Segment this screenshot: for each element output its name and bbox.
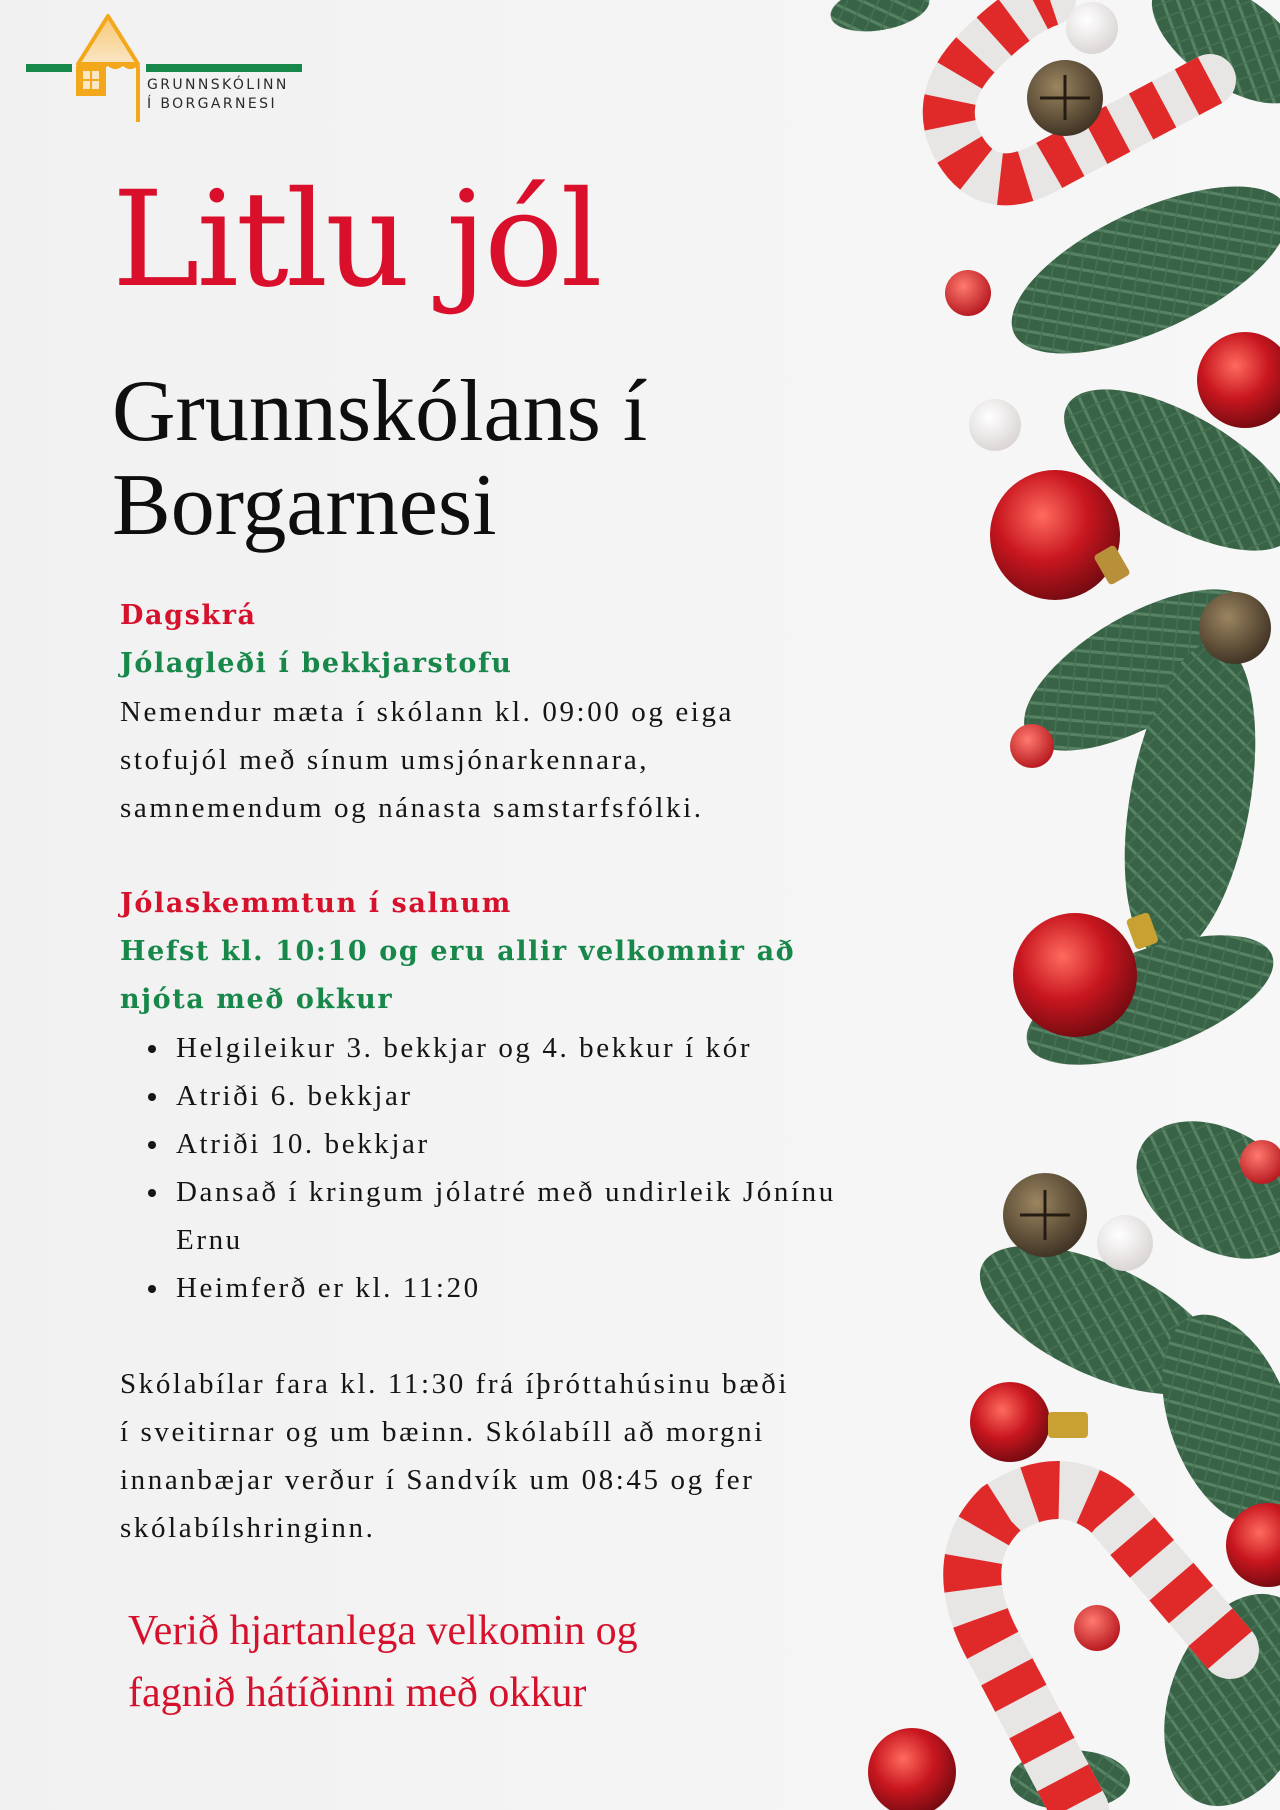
page-subtitle xyxy=(112,365,647,553)
list-item: Helgileikur 3. bekkjar og 4. bekkur í kór xyxy=(176,1024,960,1072)
school-logo xyxy=(26,14,306,124)
ornament xyxy=(970,1382,1050,1462)
page-title: Litlu jól xyxy=(112,163,600,317)
bus-info-line: innanbæjar verður í Sandvík um 08:45 og fer xyxy=(120,1464,755,1496)
section2-subtitle-line-2: njóta með okkur xyxy=(120,984,394,1015)
ornament xyxy=(1197,332,1280,428)
subtitle-line-1: Grunnskólans í xyxy=(112,363,648,460)
program-heading: Dagskrá xyxy=(120,600,257,631)
section1-line: Nemendur mæta í skólann kl. 09:00 og eiga xyxy=(120,696,735,728)
ornament xyxy=(990,470,1120,600)
closing-line-1: Verið hjartanlega velkomin og xyxy=(128,1608,638,1654)
list-item: Dansað í kringum jólatré með undirleik Jónínu Ernu xyxy=(176,1168,896,1264)
section1-title: Jólagleði í bekkjarstofu xyxy=(120,648,513,679)
closing-line-2: fagnið hátíðinni með okkur xyxy=(128,1670,587,1716)
list-item: Atriði 10. bekkjar xyxy=(176,1120,960,1168)
list-item: Atriði 6. bekkjar xyxy=(176,1072,960,1120)
berry xyxy=(1010,724,1054,768)
ornament xyxy=(868,1728,956,1810)
list-item: Heimferð er kl. 11:20 xyxy=(176,1264,960,1312)
section2-subtitle-line-1: Hefst kl. 10:10 og eru allir velkomnir að xyxy=(120,936,796,967)
logo-line-1: GRUNNSKÓLINN xyxy=(147,77,289,93)
section1-line: samnemendum og nánasta samstarfsfólki. xyxy=(120,792,704,824)
berry xyxy=(945,270,991,316)
berry xyxy=(1074,1605,1120,1651)
ornament xyxy=(1013,913,1137,1037)
bus-info-line: Skólabílar fara kl. 11:30 frá íþróttahúsinu bæði xyxy=(120,1368,789,1400)
bus-info-line: skólabílshringinn. xyxy=(120,1512,376,1544)
snowball xyxy=(1097,1215,1153,1271)
subtitle-line-2: Borgarnesi xyxy=(112,457,497,554)
bus-info-line: í sveitirnar og um bæinn. Skólabíll að morgni xyxy=(120,1416,765,1448)
christmas-decoration-border xyxy=(820,0,1280,1810)
section1-line: stofujól með sínum umsjónarkennara, xyxy=(120,744,650,776)
logo-text xyxy=(147,76,289,114)
logo-line-2: Í BORGARNESI xyxy=(147,96,277,112)
logo-bar-left xyxy=(26,64,72,72)
fir-branch xyxy=(827,0,1280,1810)
jingle-bell xyxy=(1199,592,1271,664)
closing-message xyxy=(128,1600,638,1724)
snowball xyxy=(969,399,1021,451)
house-pencil-icon xyxy=(72,14,152,124)
logo-bar-right xyxy=(146,64,302,72)
snowball xyxy=(1066,2,1118,54)
section2-title: Jólaskemmtun í salnum xyxy=(120,888,512,919)
